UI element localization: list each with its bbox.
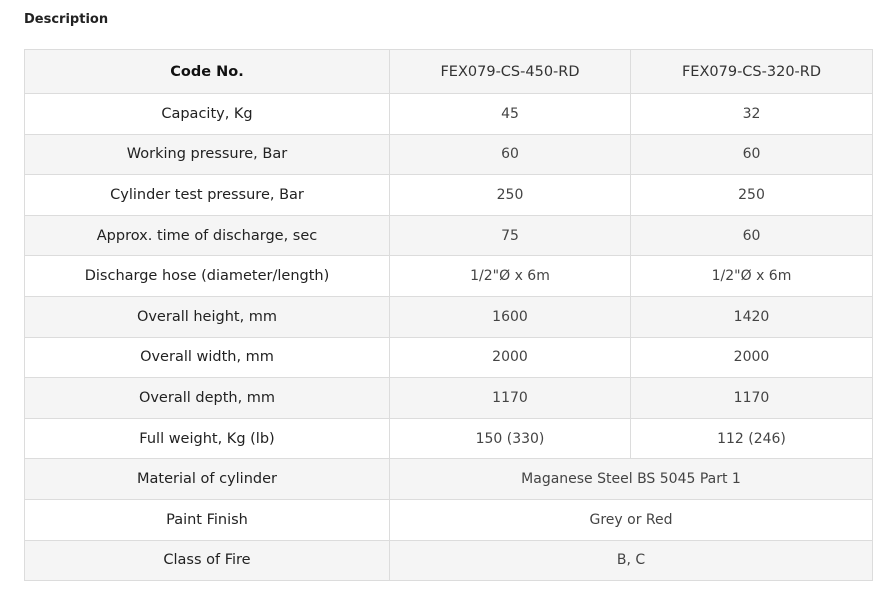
row-value: 2000 [631,337,873,378]
table-row [25,418,873,459]
row-label: Class of Fire [25,540,390,581]
table-header-row [25,50,873,94]
row-label: Full weight, Kg (lb) [25,418,390,459]
row-value: 1/2"Ø x 6m [631,256,873,297]
table-row [25,540,873,581]
table-row [25,499,873,540]
row-value: 60 [631,134,873,175]
row-merged-value: Grey or Red [390,499,873,540]
header-code-cell: FEX079-CS-450-RD [390,50,631,94]
row-label: Overall depth, mm [25,378,390,419]
table-row [25,296,873,337]
row-label: Paint Finish [25,499,390,540]
row-label: Cylinder test pressure, Bar [25,175,390,216]
row-value: 250 [390,175,631,216]
header-label-cell: Code No. [25,50,390,94]
row-label: Material of cylinder [25,459,390,500]
row-value: 32 [631,94,873,135]
table-row [25,94,873,135]
row-value: 1600 [390,296,631,337]
row-value: 60 [390,134,631,175]
row-value: 150 (330) [390,418,631,459]
row-value: 1/2"Ø x 6m [390,256,631,297]
row-value: 250 [631,175,873,216]
row-value: 112 (246) [631,418,873,459]
table-row [25,378,873,419]
section-title: Description [24,12,109,27]
row-label: Overall width, mm [25,337,390,378]
table-row [25,459,873,500]
row-label: Capacity, Kg [25,94,390,135]
table-row [25,175,873,216]
row-value: 1170 [631,378,873,419]
row-merged-value: B, C [390,540,873,581]
row-label: Discharge hose (diameter/length) [25,256,390,297]
row-merged-value: Maganese Steel BS 5045 Part 1 [390,459,873,500]
table-row [25,134,873,175]
row-value: 1420 [631,296,873,337]
header-code-cell: FEX079-CS-320-RD [631,50,873,94]
spec-table [24,49,873,581]
row-value: 2000 [390,337,631,378]
row-value: 75 [390,215,631,256]
row-label: Overall height, mm [25,296,390,337]
row-label: Approx. time of discharge, sec [25,215,390,256]
row-label: Working pressure, Bar [25,134,390,175]
row-value: 60 [631,215,873,256]
row-value: 45 [390,94,631,135]
row-value: 1170 [390,378,631,419]
table-row [25,215,873,256]
table-row [25,256,873,297]
table-row [25,337,873,378]
